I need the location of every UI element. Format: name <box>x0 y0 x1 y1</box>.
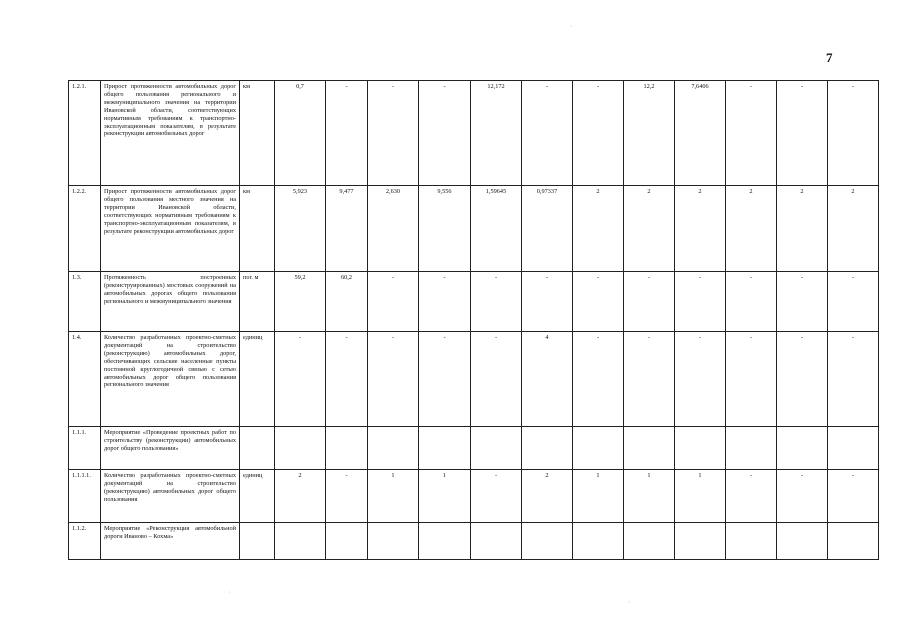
value-cell: 2 <box>624 186 675 272</box>
value-cell: - <box>471 332 522 427</box>
value-cell <box>777 523 828 560</box>
value-cell <box>777 427 828 470</box>
value-cell <box>573 427 624 470</box>
unit-cell: км <box>240 81 275 186</box>
value-cell <box>522 523 573 560</box>
row-number: 1.2.2. <box>69 186 101 272</box>
value-cell: - <box>624 332 675 427</box>
table-row <box>69 427 879 470</box>
value-cell <box>419 427 471 470</box>
value-cell <box>471 523 522 560</box>
unit-cell: единиц <box>240 470 275 523</box>
unit-cell: км <box>240 186 275 272</box>
row-number: 1.3. <box>69 272 101 332</box>
value-cell: 2,630 <box>368 186 419 272</box>
value-cell <box>726 523 777 560</box>
value-cell: 0,97337 <box>522 186 573 272</box>
scan-speck: · <box>228 588 231 597</box>
table-row <box>69 523 879 560</box>
row-number: 1.1.1. <box>69 427 101 470</box>
value-cell: - <box>326 332 368 427</box>
table-row <box>69 470 879 523</box>
value-cell <box>828 427 879 470</box>
value-cell <box>675 427 726 470</box>
value-cell <box>573 523 624 560</box>
value-cell: 9,477 <box>326 186 368 272</box>
row-number: 1.1.2. <box>69 523 101 560</box>
value-cell: - <box>573 332 624 427</box>
value-cell <box>419 523 471 560</box>
row-number: 1.4. <box>69 332 101 427</box>
indicator-name: Количество разработанных проектно-сметных документаций на строительство (реконструкцию) автомобильных дорог общего пользования <box>101 470 240 523</box>
table-row <box>69 186 879 272</box>
value-cell: - <box>419 272 471 332</box>
value-cell: - <box>522 272 573 332</box>
value-cell: - <box>828 81 879 186</box>
value-cell: - <box>522 81 573 186</box>
value-cell <box>326 427 368 470</box>
indicator-name: Прирост протяженности автомобильных дорог общего пользования регионального и межмуниципального значения на территории Ивановской области, соответствующих нормативным требованиям к транспортно-эксплуатационным показателям, в результате реконструкции автомобильных дорог <box>101 81 240 186</box>
scan-speck: · <box>628 598 631 607</box>
unit-cell <box>240 427 275 470</box>
value-cell: - <box>326 81 368 186</box>
value-cell: - <box>624 272 675 332</box>
value-cell: - <box>573 272 624 332</box>
value-cell <box>726 427 777 470</box>
value-cell: 2 <box>275 470 326 523</box>
indicators-table <box>68 80 879 560</box>
indicator-name: Мероприятие «Проведение проектных работ по строительству (реконструкции) автомобильных дорог общего пользования» <box>101 427 240 470</box>
value-cell: 1 <box>573 470 624 523</box>
value-cell <box>275 523 326 560</box>
value-cell: 2 <box>726 186 777 272</box>
value-cell: 9,556 <box>419 186 471 272</box>
value-cell: 7,6406 <box>675 81 726 186</box>
value-cell: - <box>326 470 368 523</box>
indicator-name: Протяженность построенных (реконструированных) мостовых сооружений на автомобильных дорогах общего пользования регионального и межмуниципального значения <box>101 272 240 332</box>
unit-cell: единиц <box>240 332 275 427</box>
indicator-name: Количество разработанных проектно-сметных документаций на строительство (реконструкцию) автомобильных дорог, обеспечивающих сельские населенные пункты постоянной круглогодичной связью с сетью автомобильных дорог общего пользования регионального значения <box>101 332 240 427</box>
value-cell: 2 <box>522 470 573 523</box>
unit-cell <box>240 523 275 560</box>
value-cell: 1 <box>675 470 726 523</box>
value-cell: - <box>726 81 777 186</box>
value-cell: 59,2 <box>275 272 326 332</box>
value-cell: 4 <box>522 332 573 427</box>
value-cell: - <box>675 272 726 332</box>
value-cell: 2 <box>828 186 879 272</box>
value-cell: - <box>419 81 471 186</box>
value-cell: 12,172 <box>471 81 522 186</box>
page-number: 7 <box>826 50 833 65</box>
value-cell: 1 <box>368 470 419 523</box>
value-cell: - <box>726 470 777 523</box>
value-cell: - <box>777 272 828 332</box>
value-cell: 2 <box>777 186 828 272</box>
table-row <box>69 272 879 332</box>
value-cell <box>522 427 573 470</box>
value-cell: 1 <box>624 470 675 523</box>
value-cell <box>471 427 522 470</box>
value-cell: - <box>368 332 419 427</box>
value-cell: 1 <box>419 470 471 523</box>
value-cell: - <box>726 272 777 332</box>
value-cell: - <box>777 470 828 523</box>
value-cell: - <box>828 332 879 427</box>
value-cell: 60,2 <box>326 272 368 332</box>
value-cell: - <box>573 81 624 186</box>
value-cell: - <box>419 332 471 427</box>
unit-cell: пог. м <box>240 272 275 332</box>
value-cell: - <box>368 272 419 332</box>
value-cell: - <box>777 81 828 186</box>
row-number: 1.2.1. <box>69 81 101 186</box>
value-cell: 5,923 <box>275 186 326 272</box>
value-cell: - <box>471 272 522 332</box>
value-cell: - <box>471 470 522 523</box>
value-cell <box>624 427 675 470</box>
value-cell <box>368 523 419 560</box>
value-cell: - <box>828 272 879 332</box>
table-row <box>69 332 879 427</box>
indicator-name: Прирост протяженности автомобильных дорог общего пользования местного значения на территории Ивановской области, соответствующих нормативным требованиям к транспортно-эксплуатационным показателям, в результате реконструкции автомобильных дорог <box>101 186 240 272</box>
value-cell <box>828 523 879 560</box>
value-cell: - <box>777 332 828 427</box>
value-cell <box>326 523 368 560</box>
value-cell: 2 <box>573 186 624 272</box>
value-cell: - <box>368 81 419 186</box>
row-number: 1.1.1.1. <box>69 470 101 523</box>
scan-speck: · <box>570 22 573 31</box>
value-cell <box>368 427 419 470</box>
value-cell <box>275 427 326 470</box>
value-cell: 1,59645 <box>471 186 522 272</box>
value-cell: 12,2 <box>624 81 675 186</box>
value-cell <box>675 523 726 560</box>
value-cell: 2 <box>675 186 726 272</box>
value-cell: 0,7 <box>275 81 326 186</box>
value-cell: - <box>726 332 777 427</box>
indicator-name: Мероприятие «Реконструкция автомобильной дороги Иваново – Кохма» <box>101 523 240 560</box>
table-row <box>69 81 879 186</box>
value-cell: - <box>675 332 726 427</box>
value-cell: - <box>275 332 326 427</box>
value-cell <box>624 523 675 560</box>
value-cell: - <box>828 470 879 523</box>
